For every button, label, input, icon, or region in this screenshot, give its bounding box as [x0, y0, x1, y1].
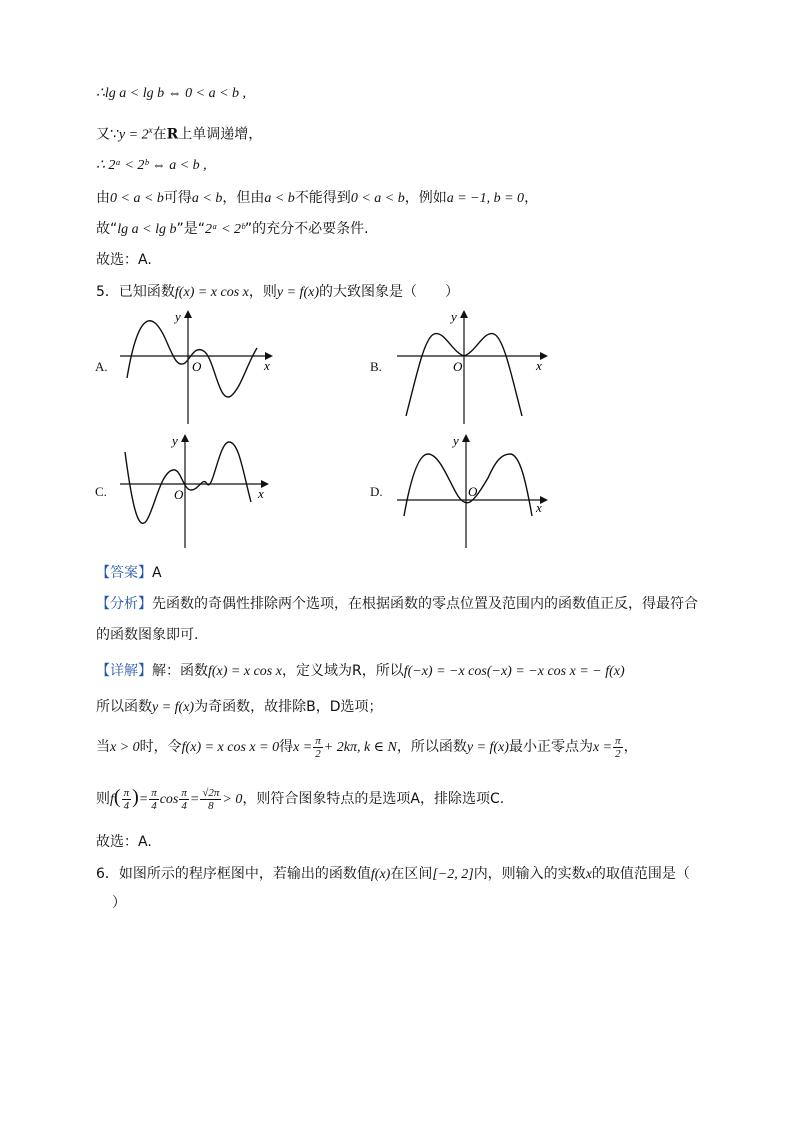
detail-choose-a: 故选：A.	[96, 834, 152, 850]
y-axis-arrow-icon	[184, 310, 192, 318]
detail-line-1: 【详解】解：函数f(x) = x cos x，定义域为R，所以f(−x) = −x cos(−x) = −x cos x = − f(x)	[96, 663, 625, 679]
option-a-graph	[115, 308, 275, 428]
option-b-graph	[392, 308, 552, 428]
line-lg-equivalence: ∴lg a < lg b ⇔ 0 < a < b ,	[96, 86, 247, 101]
question-6-stem: 6．如图所示的程序框图中，若输出的函数值f(x)在区间[−2, 2]内，则输入的实数x的取值范围是（	[96, 866, 690, 882]
question-6-paren-close: ）	[112, 895, 126, 911]
analysis-line-1: 【分析】先函数的奇偶性排除两个选项，在根据函数的零点位置及范围内的函数值正反，得最符合	[96, 596, 698, 612]
y-axis-arrow-icon	[460, 310, 468, 318]
x-axis-label: x	[258, 486, 264, 501]
origin-label: O	[174, 487, 184, 502]
line-conclusion: 故“lg a < lg b”是“2ᵃ < 2ᵇ”的充分不必要条件.	[96, 221, 369, 237]
detail-line-2: 所以函数y = f(x)为奇函数，故排除B，D选项；	[96, 699, 383, 715]
option-d-graph	[392, 432, 552, 552]
option-c-graph	[115, 432, 275, 552]
origin-label: O	[192, 359, 202, 374]
line-choose-a: 故选：A.	[96, 252, 152, 268]
y-axis-label: y	[175, 309, 181, 324]
answer-value: A	[152, 565, 162, 581]
analysis-line-2: 的函数图象即可.	[96, 627, 199, 643]
y-axis-label: y	[172, 433, 178, 448]
detail-tag: 【详解】	[96, 663, 152, 679]
y-axis-label: y	[453, 433, 459, 448]
y-axis-label: y	[451, 309, 457, 324]
answer-line	[96, 563, 162, 583]
option-b-label: B.	[370, 359, 382, 374]
line-counterexample: 由0 < a < b可得a < b，但由a < b不能得到0 < a < b，例如a = −1, b = 0，	[96, 190, 539, 206]
origin-label: O	[453, 359, 463, 374]
x-axis-label: x	[536, 358, 542, 373]
origin-label: O	[468, 484, 478, 499]
question-5-stem: 5．已知函数f(x) = x cos x，则y = f(x)的大致图象是（ ）	[96, 284, 459, 300]
detail-line-4: 则f( $\frac{\pi}{4}$ )= $\frac{\pi}{4}$ cos $\frac{\pi}{4}$ = $\frac{√2\pi}{8}$ > 0，则符合图象特点的是选项A，排除选项C.	[96, 786, 505, 812]
curve-c	[125, 442, 251, 523]
y-axis-arrow-icon	[181, 434, 189, 442]
answer-tag: 【答案】	[96, 565, 152, 581]
line-exp-equivalence: ∴ 2ᵃ < 2ᵇ ⇔ a < b ,	[96, 158, 207, 173]
y-axis-arrow-icon	[462, 434, 470, 442]
analysis-tag: 【分析】	[96, 596, 152, 612]
x-axis-label: x	[536, 500, 542, 515]
option-c-label: C.	[95, 484, 107, 499]
detail-line-3: 当x > 0时，令f(x) = x cos x = 0得x = $\frac{\pi}{2}$ + 2kπ, k ∈ N，所以函数y = f(x)最小正零点为x = $\frac{\pi}{2}$ ，	[96, 734, 638, 760]
option-d-label: D.	[370, 484, 383, 499]
line-monotonic: 又∵y = $2^x$在R上单调递增，	[96, 125, 263, 143]
option-a-label: A.	[95, 359, 108, 374]
x-axis-label: x	[264, 358, 270, 373]
